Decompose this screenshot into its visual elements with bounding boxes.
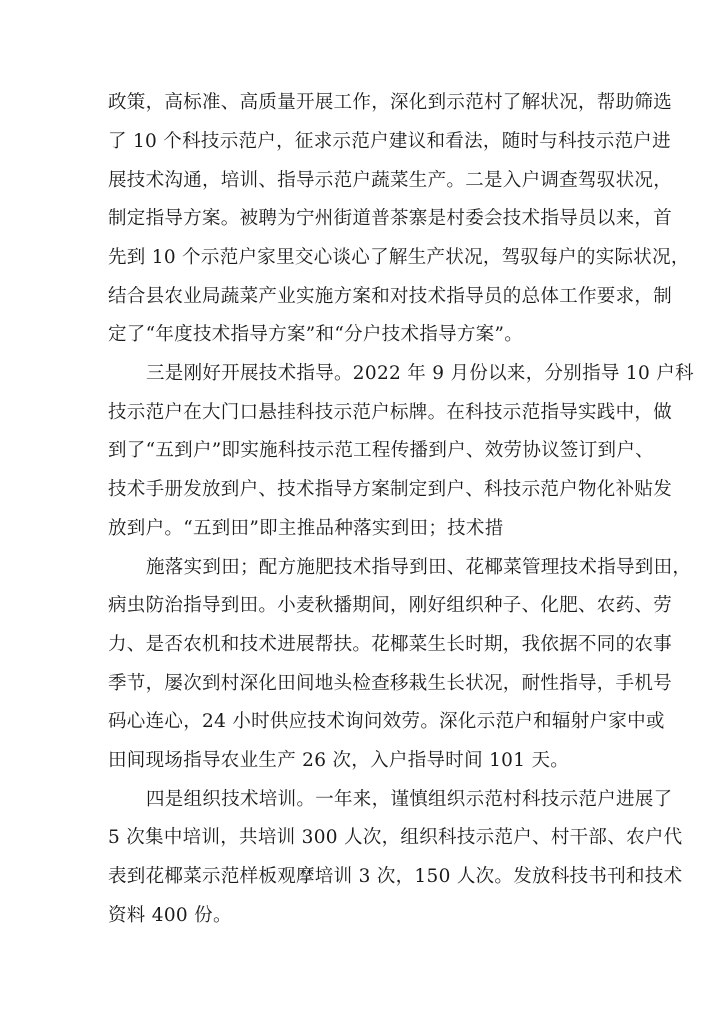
paragraph-line: 技示范户在大门口悬挂科技示范户标牌。在科技示范指导实践中，做 <box>108 402 673 423</box>
paragraph-line: 力、是否农机和技术进展帮扶。花椰菜生长时期，我依据不同的农事 <box>108 634 673 655</box>
paragraph-line: 制定指导方案。被聘为宁州街道普茶寨是村委会技术指导员以来，首 <box>108 208 673 229</box>
paragraph-line: 四是组织技术培训。一年来，谨慎组织示范村科技示范户进展了 <box>146 789 673 810</box>
paragraph-line: 季节，屡次到村深化田间地头检查移栽生长状况，耐性指导，手机号 <box>108 673 673 694</box>
paragraph-line: 定了“年度技术指导方案”和“分户技术指导方案”。 <box>108 324 524 345</box>
paragraph-line: 技术手册发放到户、技术指导方案制定到户、科技示范户物化补贴发 <box>108 479 673 500</box>
paragraph-line: 表到花椰菜示范样板观摩培训 3 次，150 人次。发放科技书刊和技术 <box>108 866 683 887</box>
paragraph-line: 5 次集中培训，共培训 300 人次，组织科技示范户、村干部、农户代 <box>108 827 683 848</box>
paragraph-line: 资料 400 份。 <box>108 905 232 926</box>
paragraph-line: 先到 10 个示范户家里交心谈心了解生产状况，驾驭每户的实际状况， <box>108 247 690 268</box>
paragraph-line: 结合县农业局蔬菜产业实施方案和对技术指导员的总体工作要求，制 <box>108 286 673 307</box>
paragraph-line: 展技术沟通，培训、指导示范户蔬菜生产。二是入户调查驾驭状况， <box>108 170 673 191</box>
paragraph-line: 三是刚好开展技术指导。2022 年 9 月份以来，分别指导 10 户科 <box>146 363 694 384</box>
paragraph-line: 到了“五到户”即实施科技示范工程传播到户、效劳协议签订到户、 <box>108 440 654 461</box>
paragraph-line: 施落实到田；配方施肥技术指导到田、花椰菜管理技术指导到田， <box>146 557 692 578</box>
paragraph-line: 田间现场指导农业生产 26 次，入户指导时间 101 天。 <box>108 750 570 771</box>
paragraph-line: 码心连心，24 小时供应技术询问效劳。深化示范户和辐射户家中或 <box>108 711 665 732</box>
paragraph-line: 了 10 个科技示范户，征求示范户建议和看法，随时与科技示范户进 <box>108 131 671 152</box>
paragraph-line: 放到户。“五到田”即主推品种落实到田；技术措 <box>108 518 504 539</box>
paragraph-line: 政策，高标准、高质量开展工作，深化到示范村了解状况，帮助筛选 <box>108 92 673 113</box>
paragraph-line: 病虫防治指导到田。小麦秋播期间，刚好组织种子、化肥、农药、劳 <box>108 595 673 616</box>
